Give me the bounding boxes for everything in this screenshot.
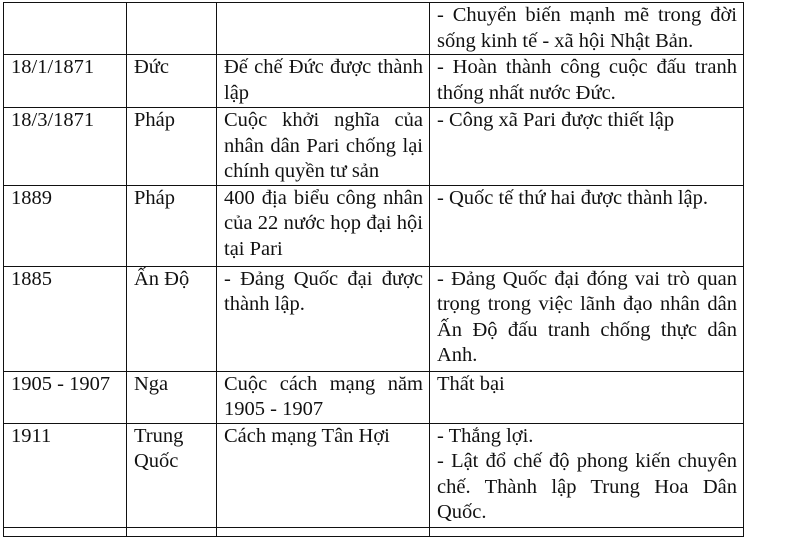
event-cell: 400 địa biểu công nhân của 22 nước họp đại hội tại Pari	[217, 185, 430, 266]
country-cell	[127, 527, 217, 536]
table-row	[4, 266, 744, 371]
country-cell: Trung Quốc	[127, 423, 217, 527]
country-cell: Pháp	[127, 108, 217, 186]
date-cell: 1911	[4, 423, 127, 527]
date-cell: 18/1/1871	[4, 55, 127, 108]
table-row	[4, 3, 744, 55]
result-cell	[430, 185, 744, 266]
result-cell	[430, 108, 744, 186]
result-line: Thất bại	[437, 372, 505, 395]
result-line: - Đảng Quốc đại đóng vai trò quan trọng trong việc lãnh đạo nhân dân Ấn Độ đấu tranh chống thực dân Anh.	[437, 267, 737, 366]
date-cell: 1885	[4, 266, 127, 371]
result-line: - Công xã Pari được thiết lập	[437, 109, 675, 131]
event-cell	[217, 527, 430, 536]
result-line: - Chuyển biến mạnh mẽ trong đời sống kinh tế - xã hội Nhật Bản.	[437, 4, 737, 52]
country-cell: Nga	[127, 371, 217, 423]
country-cell: Pháp	[127, 185, 217, 266]
table-row-cut-off	[4, 527, 744, 536]
result-line: - Quốc tế thứ hai được thành lập.	[437, 186, 709, 209]
date-cell: 18/3/1871	[4, 108, 127, 186]
date-cell: 1905 - 1907	[4, 371, 127, 423]
result-line: - Lật đổ chế độ phong kiến chuyên chế. Thành lập Trung Hoa Dân Quốc.	[437, 450, 737, 523]
event-cell: Cuộc cách mạng năm 1905 - 1907	[217, 371, 430, 423]
result-cell	[430, 423, 744, 527]
table-row	[4, 185, 744, 266]
date-cell: 1889	[4, 185, 127, 266]
result-line: - Thắng lợi.	[437, 424, 534, 447]
event-cell	[217, 3, 430, 55]
date-cell	[4, 527, 127, 536]
country-cell: Ấn Độ	[127, 266, 217, 371]
date-cell	[4, 3, 127, 55]
result-cell	[430, 3, 744, 55]
event-cell: - Đảng Quốc đại được thành lập.	[217, 266, 430, 371]
event-cell: Cách mạng Tân Hợi	[217, 423, 430, 527]
result-cell	[430, 371, 744, 423]
history-events-table	[3, 2, 744, 537]
table-row	[4, 108, 744, 186]
country-cell	[127, 3, 217, 55]
event-cell: Cuộc khởi nghĩa của nhân dân Pari chống lại chính quyền tư sản	[217, 108, 430, 186]
result-cell	[430, 55, 744, 108]
country-cell: Đức	[127, 55, 217, 108]
result-cell	[430, 527, 744, 536]
table-row	[4, 55, 744, 108]
event-cell: Đế chế Đức được thành lập	[217, 55, 430, 108]
result-cell	[430, 266, 744, 371]
result-line: - Hoàn thành công cuộc đấu tranh thống nhất nước Đức.	[437, 56, 737, 104]
table-row	[4, 371, 744, 423]
table-row	[4, 423, 744, 527]
